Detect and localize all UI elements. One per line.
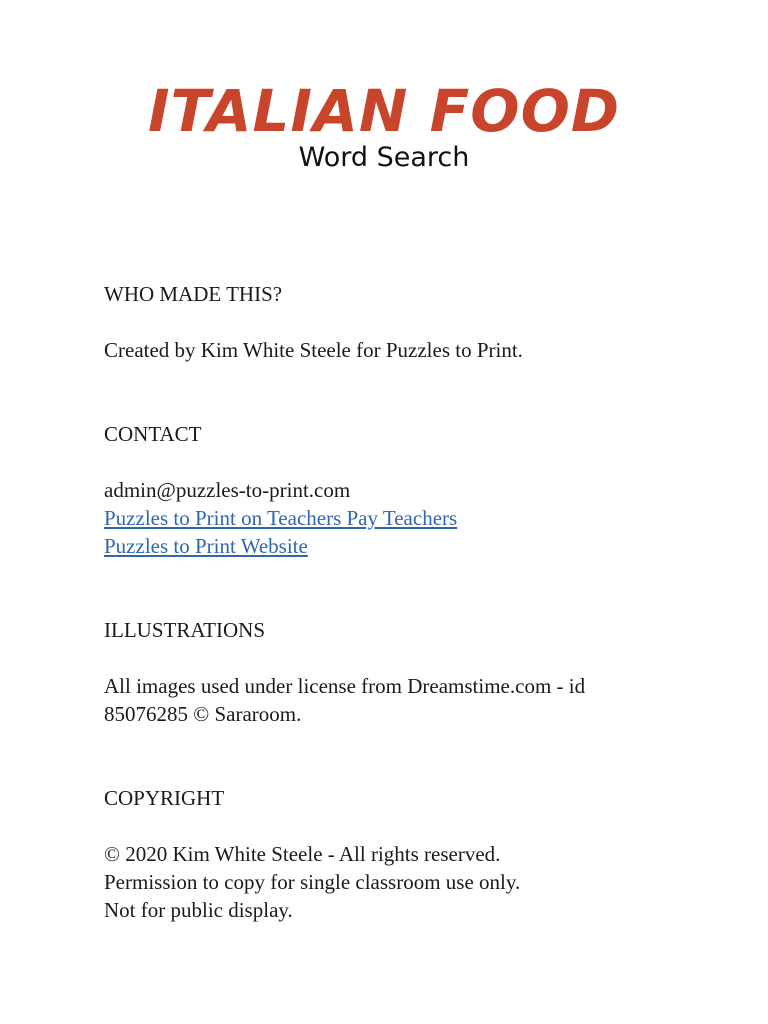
website-link[interactable]: Puzzles to Print Website (104, 534, 308, 558)
who-text: Created by Kim White Steele for Puzzles to Print. (104, 338, 523, 362)
who-heading: WHO MADE THIS? (104, 282, 283, 306)
contact-block (104, 476, 704, 560)
credits-content (104, 280, 704, 924)
contact-email: admin@puzzles-to-print.com (104, 478, 351, 502)
copyright-line-1: © 2020 Kim White Steele - All rights reserved. (104, 842, 501, 866)
tpt-link[interactable]: Puzzles to Print on Teachers Pay Teachers (104, 506, 458, 530)
copyright-line-2: Permission to copy for single classroom use only. (104, 870, 521, 894)
copyright-line-3: Not for public display. (104, 898, 293, 922)
illustrations-line-1: All images used under license from Dreamstime.com - id (104, 674, 586, 698)
contact-heading: CONTACT (104, 422, 202, 446)
page-title: ITALIAN FOOD (147, 77, 621, 145)
illustrations-heading: ILLUSTRATIONS (104, 618, 265, 642)
copyright-block (104, 840, 704, 924)
copyright-heading: COPYRIGHT (104, 786, 225, 810)
page-subtitle: Word Search (298, 142, 470, 173)
illustrations-line-2: 85076285 © Sararoom. (104, 702, 302, 726)
illustrations-block (104, 672, 704, 728)
